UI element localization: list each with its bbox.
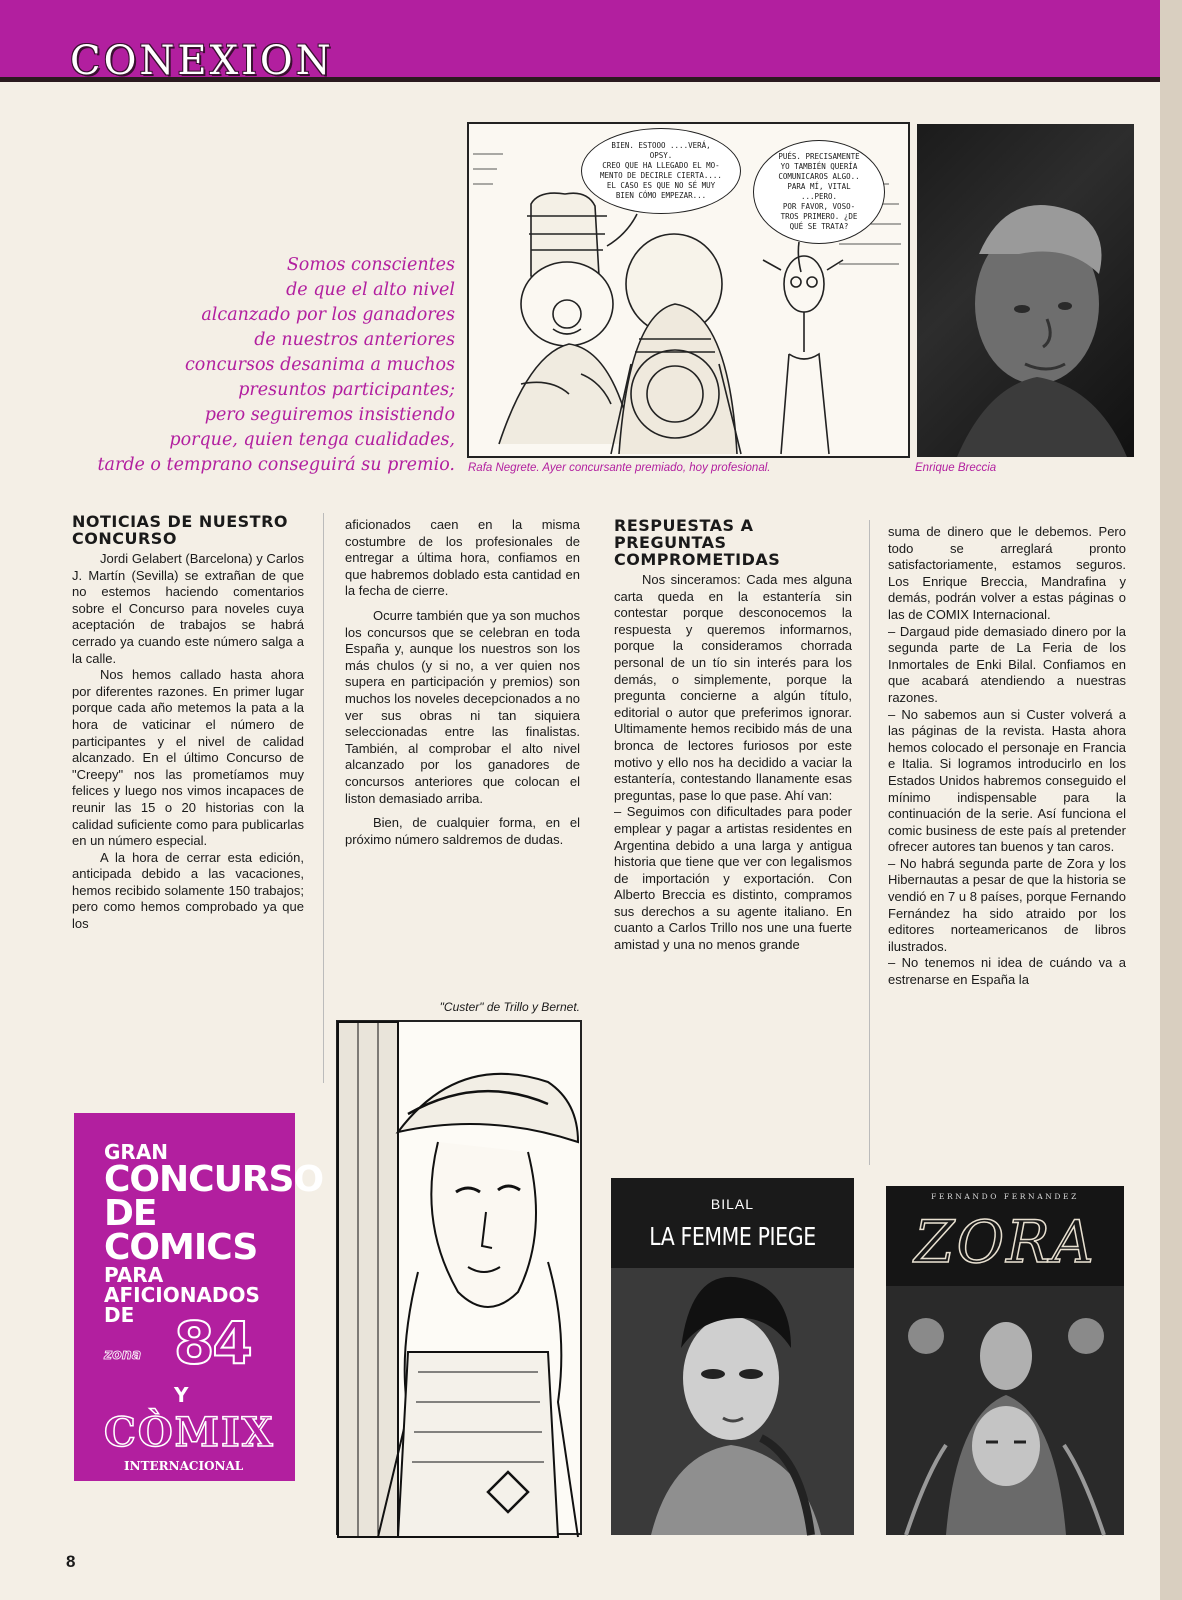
intro-line: Somos conscientes <box>286 255 455 275</box>
photo-caption: Enrique Breccia <box>915 462 997 474</box>
intro-line: concursos desanima a muchos <box>185 355 455 375</box>
book-cover-bilal <box>611 1178 854 1535</box>
paragraph: Jordi Gelabert (Barcelona) y Carlos J. Martín (Sevilla) se extrañan de que no estemos haciendo comentarios sobre el Concurso para noveles cuya aceptación de trabajos se habrá cerrado ya cuando este número salga a la calle. <box>72 551 304 666</box>
paragraph: – No tenemos ni idea de cuándo va a estrenarse en España la <box>888 955 1126 988</box>
contest-advertisement <box>74 1113 324 1481</box>
paragraph: – Seguimos con dificultades para poder emplear y pagar a artistas residentes en Argentina debido a una larga y antigua historia que tiene que ver con legalismos de importación y exportación. Con Alberto Breccia es distinto, compramos sus derechos a su agente italiano. En cuanto a Carlos Trillo nos une una fuerte amistad y una no menos grande <box>614 804 852 953</box>
portrait-photo <box>917 124 1134 457</box>
zona-logo: zona <box>104 1347 142 1363</box>
paragraph: Ocurre también que ya son muchos los concursos que se celebran en toda España y, aunque los nuestros son los más chulos (y si no, a ver quien nos supera en participación y premios) son muchos los noveles decepcionados a no ver sus obras ni tan siquiera seleccionadas entre las finalistas. También, al comprobar el alto nivel alcanzado por los ganadores de concursos anteriores que colocan el liston demasiado arriba. <box>345 607 580 806</box>
ad-conjunction: Y <box>174 1383 189 1407</box>
custer-drawing <box>338 1022 584 1537</box>
article-column-1 <box>72 513 304 933</box>
custer-caption: "Custer" de Trillo y Bernet. <box>439 1000 580 1014</box>
ad-line: DE COMICS <box>104 1193 258 1268</box>
page-edge <box>1160 0 1182 1600</box>
paragraph: Bien, de cualquier forma, en el próximo número saldremos de dudas. <box>345 815 580 847</box>
cover-title: LA FEMME PIEGE <box>649 1222 816 1251</box>
article-column-4 <box>888 524 1126 989</box>
cover-author: FERNANDO FERNANDEZ <box>931 1192 1079 1201</box>
comic-panel <box>467 122 910 458</box>
comic-caption: Rafa Negrete. Ayer concursante premiado, hoy profesional. <box>468 462 771 474</box>
paragraph: Nos hemos callado hasta ahora por diferentes razones. En primer lugar porque cada año metemos la pata a la hora de vaticinar el número de participantes y el nivel de calidad alcanzado. En el último Concurso de "Creepy" nos las prometíamos muy felices y luego nos vimos incapaces de reunir las 15 o 20 historias con la calidad suficiente como para publicarlas en un número especial. <box>72 667 304 849</box>
intro-line: tarde o temprano conseguirá su premio. <box>97 455 455 475</box>
cover-title: ZORA <box>914 1208 1096 1276</box>
article-heading: NOTICIAS DE NUESTRO CONCURSO <box>72 512 288 548</box>
intro-line: pero seguiremos insistiendo <box>204 405 455 425</box>
article-column-2 <box>345 517 580 848</box>
article-column-3 <box>614 517 852 954</box>
paragraph: aficionados caen en la misma costumbre de los profesionales de entregar a última hora, confiamos en que habremos doblado esta cantidad en la fecha de cierre. <box>345 517 580 599</box>
paragraph: – No habrá segunda parte de Zora y los Hibernautas a pesar de que la historia se vendió en 7 u 8 países, porque Fernando Fernández ha sido atraido por los editores norteamericanos de libros ilustrados. <box>888 855 1126 954</box>
intro-line: de que el alto nivel <box>286 280 455 300</box>
paragraph: – No sabemos aun si Custer volverá a las páginas de la revista. Hasta ahora hemos colocado el personaje en Francia e Italia. Si logramos introducirlo en los Estados Unidos habremos conseguido el mínimo indispensable para la continuación de la serie. Así funciona el comic business de este país al pretender ofrecer autores tan buenos y tan caros. <box>888 706 1126 855</box>
article-heading: RESPUESTAS A PREGUNTAS COMPROMETIDAS <box>614 516 781 569</box>
ad-line: CONCURSO <box>104 1159 324 1200</box>
custer-illustration <box>336 1020 582 1535</box>
intro-line: presuntos participantes; <box>238 380 455 400</box>
comix-subtitle: INTERNACIONAL <box>124 1459 244 1473</box>
paragraph: Nos sinceramos: Cada mes alguna carta queda en la estantería sin contestar porque desconocemos la respuesta y queremos informarnos, porque la consideramos chorrada personal de un tío sin interés para los demás, o simplemente, porque la pregunta concierne a algún título, editorial o autor que preferimos ignorar. Ultimamente hemos recibido más de una bronca de lectores furiosos por este motivo y ello nos ha decidido a vaciar la estantería, contestando llanamente esas preguntas, pase lo que pase. Ahí van: <box>614 572 852 803</box>
book-cover-zora <box>886 1186 1124 1535</box>
intro-line: alcanzado por los ganadores <box>201 305 455 325</box>
intro-line: de nuestros anteriores <box>254 330 455 350</box>
page-number: 8 <box>66 1552 76 1571</box>
cover-author: BILAL <box>710 1196 755 1212</box>
paragraph: suma de dinero que le debemos. Pero todo se arreglará pronto satisfactoriamente, estamos seguros. Los Enrique Breccia, Mandrafina y demás, podrán volver a estas páginas o las de COMIX Internacional. <box>888 524 1126 622</box>
paragraph: A la hora de cerrar esta edición, anticipada debido a las vacaciones, hemos recibido solamente 150 trabajos; pero como hemos comprobado ya que los <box>72 849 304 932</box>
comix-logo: CÒMIX <box>104 1409 275 1456</box>
paragraph: – Dargaud pide demasiado dinero por la segunda parte de La Feria de los Inmortales de Enki Bilal. Confiamos en que acabará atendiendo a nuestras razones. <box>888 623 1126 705</box>
column-rule <box>323 513 324 1083</box>
zona-84-number: 84 <box>174 1309 251 1377</box>
speech-balloon-right: PUÉS. PRECISAMENTE YO TAMBIÉN QUERÍA COMUNICAROS ALGO.. PARA MÍ, VITAL ...PERO. POR FAVOR, VOSO- TROS PRIMERO. ¿DE QUÉ SE TRATA? <box>753 140 885 244</box>
column-rule <box>869 520 870 1165</box>
section-title: CONEXION <box>70 38 334 84</box>
intro-quote <box>60 253 455 478</box>
portrait-drawing <box>917 124 1134 457</box>
speech-balloon-left: BIEN. ESTOOO ....VERÁ, OPSY. CREO QUE HA LLEGADO EL MO- MENTO DE DECIRLE CIERTA.... EL CASO ES QUE NO SÉ MUY BIEN CÓMO EMPEZAR... <box>581 128 741 214</box>
ad-line: GRAN <box>104 1140 169 1164</box>
ad-line: PARA <box>104 1263 164 1287</box>
intro-line: porque, quien tenga cualidades, <box>169 430 455 450</box>
ad-line: AFICIONADOS DE <box>104 1283 260 1327</box>
